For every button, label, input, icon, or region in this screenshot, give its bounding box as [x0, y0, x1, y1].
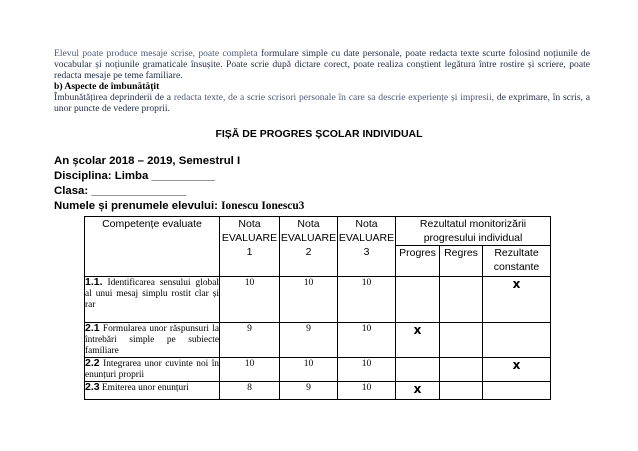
- table-row: [85, 277, 551, 323]
- header-nota-2-line-c: 2: [305, 246, 312, 258]
- header-nota-1-line-b: EVALUARE 1: [221, 232, 278, 258]
- regres-mark: [440, 358, 483, 382]
- header-nota-3-line-a: Nota: [355, 218, 378, 230]
- header-nota-2: [280, 217, 338, 277]
- competence-number: 2.3: [85, 381, 100, 393]
- header-nota-3-line-b: EVALUARE: [338, 232, 395, 244]
- intro-line1-rest: formulare simple cu date personale, poate redacta texte scurte folosind noțiunile de vocabular și noțiunile gramaticale însușite. Poate scrie după dictare corect, poate realiza conștient legătura între rostire și scriere, poate redacta mesaje pe teme familiare.: [54, 48, 590, 81]
- intro-para2-start: Îmbunătățirea deprinderii de a: [54, 92, 172, 103]
- competence-text: Integrarea unor cuvinte noi în enunțuri proprii: [85, 359, 219, 380]
- competence-cell: [85, 382, 220, 400]
- intro-paragraph-1: [54, 48, 590, 81]
- header-nota-2-line-b: EVALUARE: [280, 232, 337, 244]
- header-constante: Rezultate constante: [483, 246, 551, 277]
- grade-1: 8: [220, 382, 280, 400]
- header-nota-1: [220, 217, 280, 277]
- grade-3: 10: [338, 382, 396, 400]
- constante-mark: [483, 323, 551, 358]
- grade-2: 9: [280, 323, 338, 358]
- grade-1: 10: [220, 358, 280, 382]
- intro-text: [54, 48, 590, 114]
- header-regres: Regres: [440, 246, 483, 277]
- constante-mark: x: [483, 277, 551, 323]
- table-row: [85, 382, 551, 400]
- grade-3: 10: [338, 323, 396, 358]
- class: Clasa: _______________: [54, 185, 187, 197]
- competence-text: Formularea unor răspunsuri la întrebări simple pe subiecte familiare: [85, 324, 219, 356]
- progress-table: [84, 216, 551, 400]
- competence-number: 2.1: [85, 322, 100, 334]
- student-name-value: Ionescu Ionescu3: [221, 200, 305, 212]
- competence-cell: [85, 358, 220, 382]
- intro-para2-end: de exprimare, în scris, a unor puncte de vedere proprii.: [54, 92, 591, 114]
- student-info: [54, 154, 304, 214]
- intro-paragraph-2: [54, 92, 590, 114]
- header-progres: Progres: [396, 246, 440, 277]
- competence-text: Emiterea unor enunțuri: [101, 383, 189, 393]
- header-nota-3: [338, 217, 396, 277]
- table-row: [85, 358, 551, 382]
- header-nota-2-line-a: Nota: [297, 218, 320, 230]
- constante-mark: [483, 382, 551, 400]
- grade-3: 10: [338, 358, 396, 382]
- progres-mark: x: [396, 382, 440, 400]
- student-name-label: Numele și prenumele elevului:: [54, 200, 218, 212]
- competence-number: 1.1.: [85, 276, 103, 288]
- intro-line1-muted: Elevul poate produce mesaje scrise, poate completa: [54, 48, 258, 59]
- progres-mark: [396, 358, 440, 382]
- grade-2: 10: [280, 277, 338, 323]
- intro-para2-muted: redacta texte, de a scrie scrisori personale în care sa descrie experiențe și impresii,: [173, 92, 495, 103]
- table-row: [85, 323, 551, 358]
- competence-number: 2.2: [85, 357, 100, 369]
- header-competente: Competențe evaluate: [85, 217, 220, 277]
- regres-mark: [440, 277, 483, 323]
- constante-mark: x: [483, 358, 551, 382]
- grade-1: 9: [220, 323, 280, 358]
- regres-mark: [440, 382, 483, 400]
- header-nota-1-line-a: Nota: [238, 218, 261, 230]
- grade-2: 9: [280, 382, 338, 400]
- competence-cell: [85, 323, 220, 358]
- grade-1: 10: [220, 277, 280, 323]
- document-title: FIȘĂ DE PROGRES ȘCOLAR INDIVIDUAL: [215, 128, 423, 140]
- student-name-line: [54, 199, 304, 214]
- progres-mark: [396, 277, 440, 323]
- progres-mark: x: [396, 323, 440, 358]
- school-year: An școlar 2018 – 2019, Semestrul I: [54, 155, 241, 167]
- grade-2: 10: [280, 358, 338, 382]
- regres-mark: [440, 323, 483, 358]
- competence-text: Identificarea sensului global al unui mesaj simplu rostit clar și rar: [85, 278, 219, 310]
- grade-3: 10: [338, 277, 396, 323]
- discipline: Disciplina: Limba __________: [54, 170, 215, 182]
- header-monitorizare: Rezultatul monitorizării progresului individual: [396, 217, 551, 246]
- improvement-heading: b) Aspecte de îmbunătățit: [54, 81, 160, 92]
- header-nota-3-line-c: 3: [363, 246, 370, 258]
- competence-cell: [85, 277, 220, 323]
